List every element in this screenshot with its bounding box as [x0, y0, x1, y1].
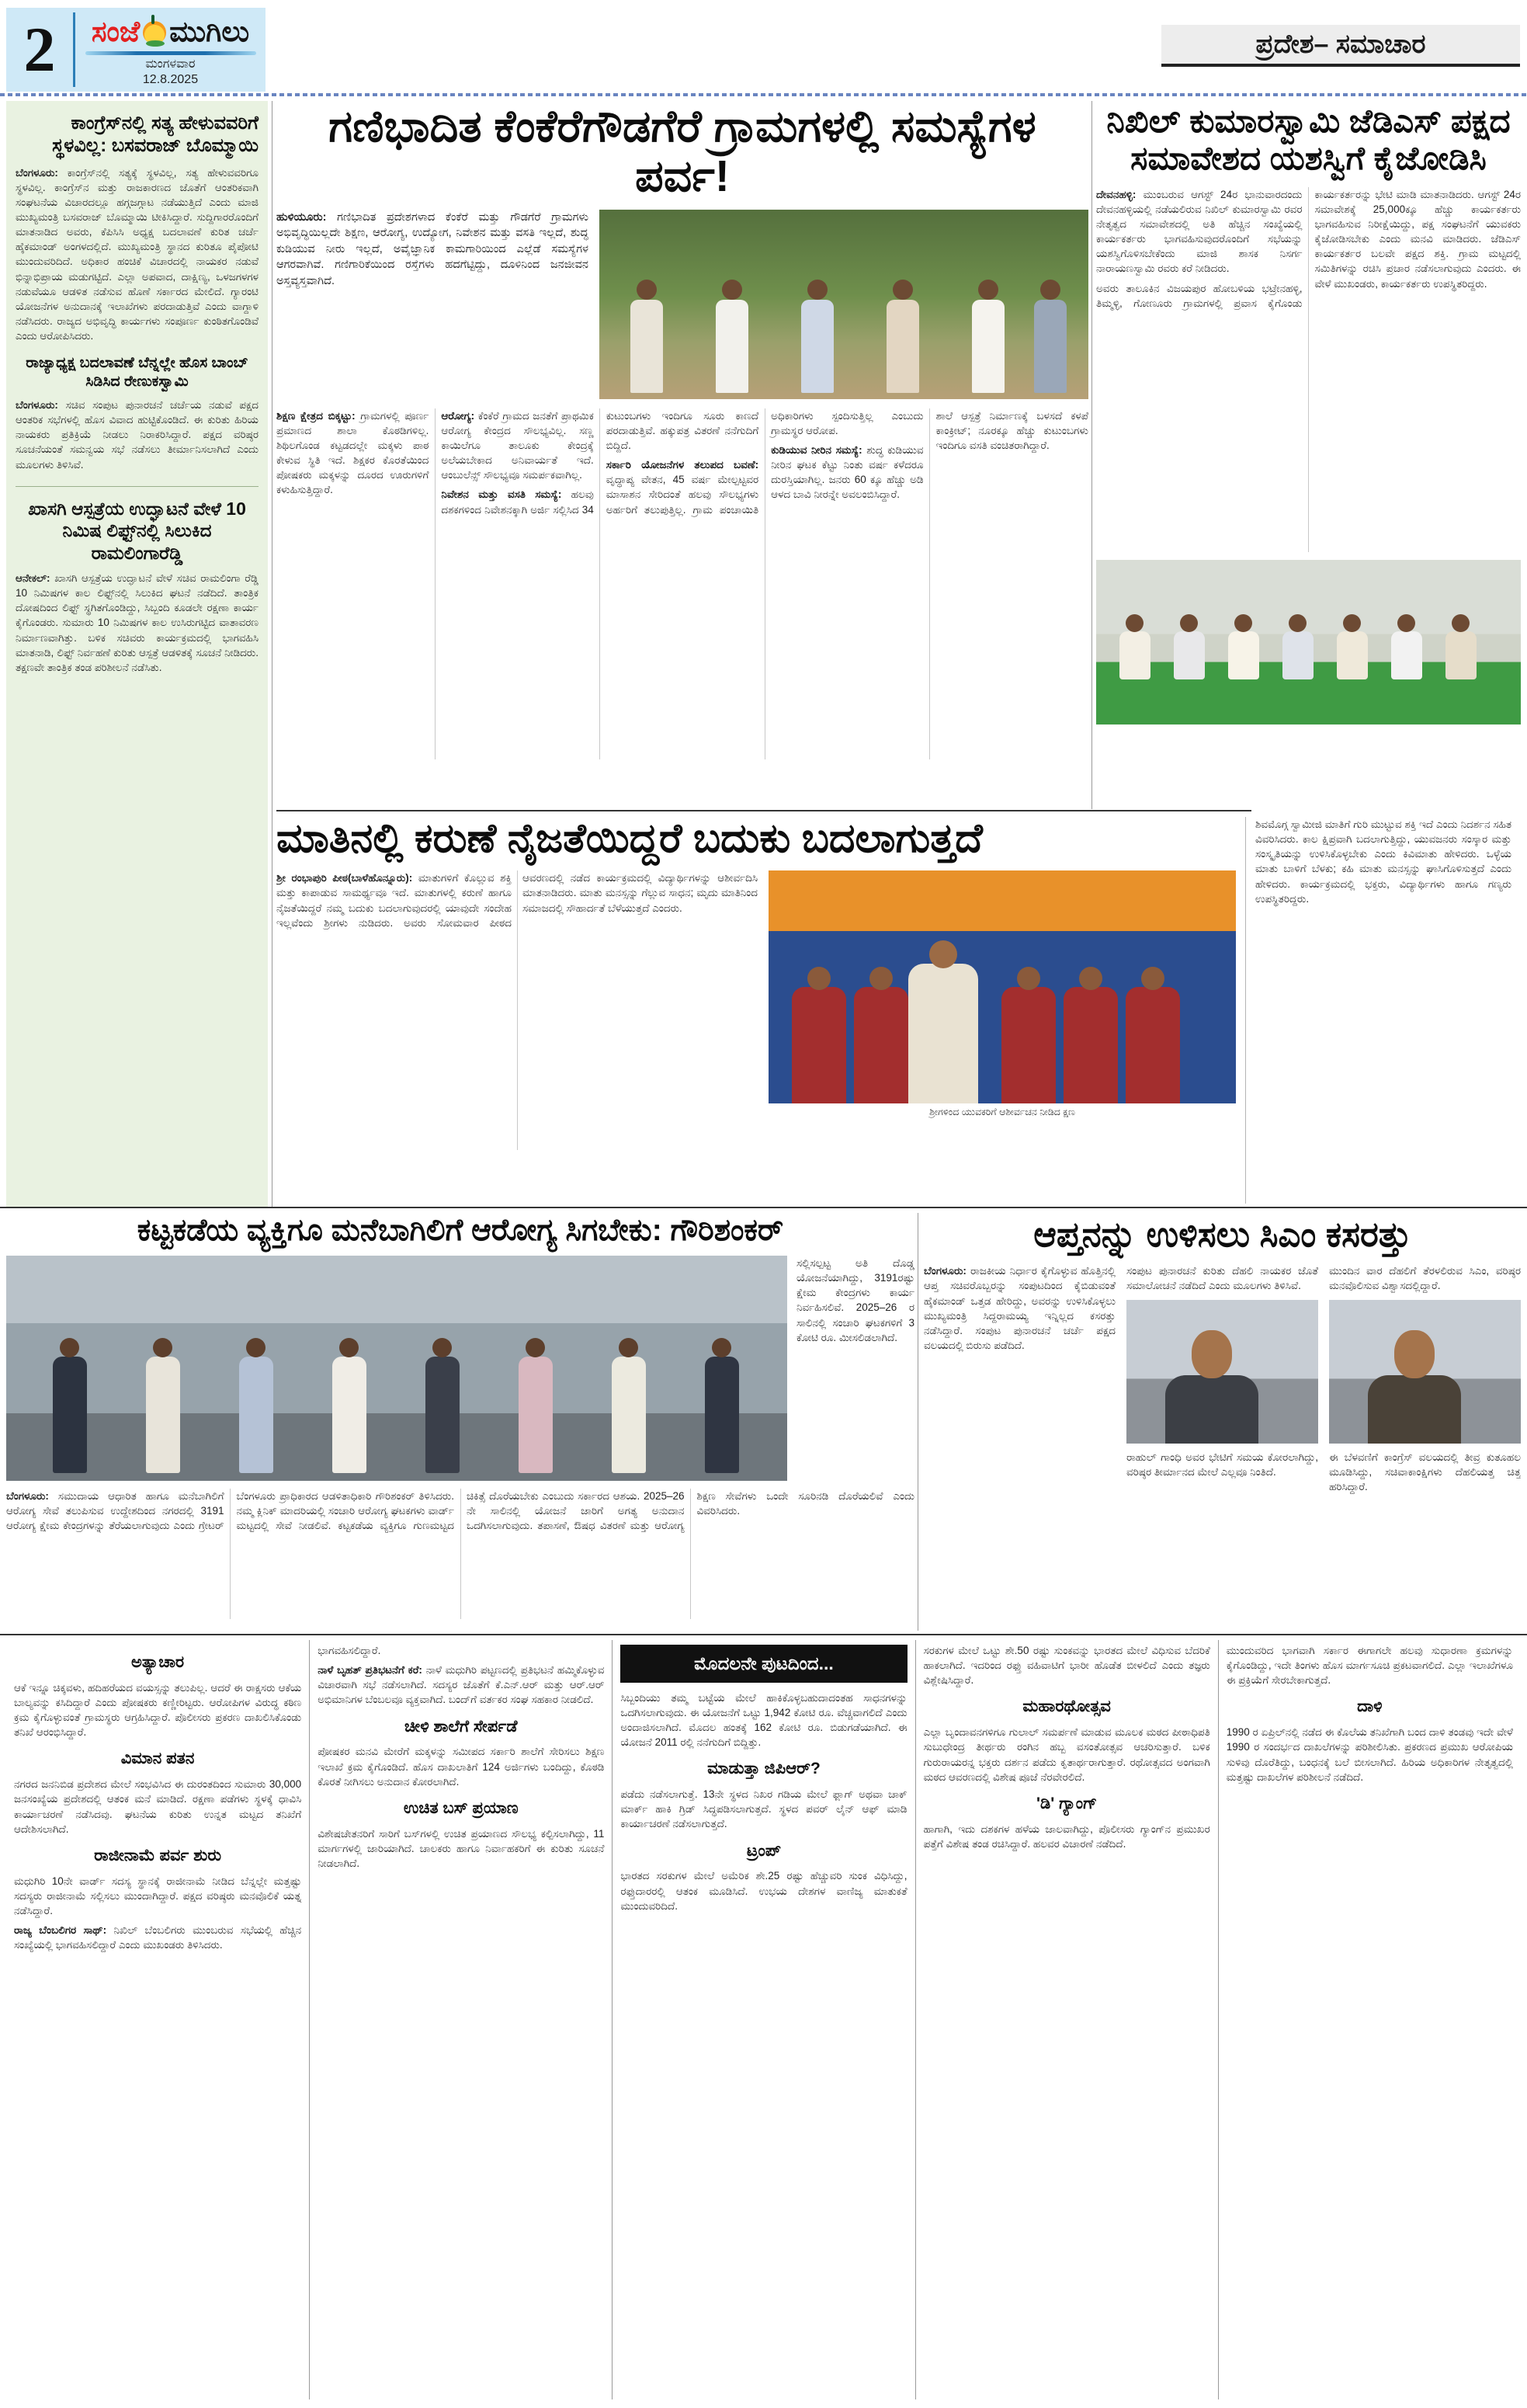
article-body-columns	[6, 1489, 914, 1619]
brief-column-2	[309, 1640, 612, 2399]
person-figure	[239, 1357, 273, 1473]
person-figure	[612, 1357, 646, 1473]
right-rail-article	[1096, 103, 1521, 808]
middle-article	[276, 817, 1521, 1204]
body-text: ಪಡೆದು ನಡೆಸಲಾಗುತ್ತೆ. 13ನೇ ಸ್ಥಳದ ನಿಖರ ಗಡಿಯ ಮೇಲೆ ಫ್ಲಾಗ್ ಅಥವಾ ಚಾಕ್ ಮಾರ್ಕ್ ಹಾಕಿ ಗ್ರಿಡ್ ಸಿದ್ಧಪಡಿಸಲಾಗುತ್ತದೆ. ಸ್ಥಳದ ಪವರ್ ಲೈನ್ ಆಫ್ ಮಾಡಿ ಕಾರ್ಯಾಚರಣೆ ನಡೆಸಲಾಗುತ್ತದೆ.	[620, 1788, 908, 1830]
body-text: ಹಲವು ದಶಕಗಳಿಂದ ನಿವೇಶನಕ್ಕಾಗಿ ಅರ್ಜಿ ಸಲ್ಲಿಸಿದ 34 ಕುಟುಂಬಗಳು ಇಂದಿಗೂ ಸೂರು ಕಾಣದೆ ಪರದಾಡುತ್ತಿವೆ. ಹಕ್ಕುಪತ್ರ ವಿತರಣೆ ನನೆಗುದಿಗೆ ಬಿದ್ದಿದೆ.	[441, 409, 759, 516]
logo-text-black: ಮುಗಿಲು	[169, 16, 250, 48]
body-text: ಮಾತುಗಳಿಗೆ ಕೊಲ್ಲುವ ಶಕ್ತಿ ಮತ್ತು ಕಾಪಾಡುವ ಸಾಮರ್ಥ್ಯವೂ ಇದೆ. ಮಾತುಗಳಲ್ಲಿ ಕರುಣೆ ಹಾಗೂ ನೈಜತೆಯಿದ್ದರೆ ನಮ್ಮ ಬದುಕು ಬದಲಾಗುವುದರಲ್ಲಿ ಯಾವುದೇ ಸಂದೇಹ ಇಲ್ಲವೆಂದು ಶ್ರೀಗಳು ನುಡಿದರು. ಅವರು ಸೋಮವಾರ ಪೀಠದ ಆವರಣದಲ್ಲಿ ನಡೆದ ಕಾರ್ಯಕ್ರಮದಲ್ಲಿ ವಿದ್ಯಾರ್ಥಿಗಳನ್ನು ಆಶೀರ್ವದಿಸಿ ಮಾತನಾಡಿದರು. ಮಾತು ಮನಸ್ಸನ್ನು ಗೆಲ್ಲುವ ಸಾಧನ; ಮೃದು ಮಾತಿನಿಂದ ಸಮಾಜದಲ್ಲಿ ಸೌಹಾರ್ದತೆ ಬೆಳೆಯುತ್ತದೆ ಎಂದರು.	[276, 872, 758, 929]
body-text: ರಾಜಕೀಯ ನಿರ್ಧಾರ ಕೈಗೊಳ್ಳುವ ಹೊತ್ತಿನಲ್ಲಿ ಆಪ್ತ ಸಚಿವರೊಬ್ಬರನ್ನು ಸಂಪುಟದಿಂದ ಕೈಬಿಡುವಂತೆ ಹೈಕಮಾಂಡ್ ಒತ್ತಡ ಹೇರಿದ್ದು, ಅವರನ್ನು ಉಳಿಸಿಕೊಳ್ಳಲು ಮುಖ್ಯಮಂತ್ರಿ ಸಿದ್ದರಾಮಯ್ಯ ಇನ್ನಿಲ್ಲದ ಕಸರತ್ತು ನಡೆಸಿದ್ದಾರೆ. ಸಂಪುಟ ಪುನಾರಚನೆ ಚರ್ಚೆ ಪಕ್ಷದ ವಲಯದಲ್ಲಿ ಬಿರುಸು ಪಡೆದಿದೆ.	[924, 1265, 1116, 1352]
body-text: ಮಧುಗಿರಿ 10ನೇ ವಾರ್ಡ್ ಸದಸ್ಯ ಸ್ಥಾನಕ್ಕೆ ರಾಜೀನಾಮೆ ನೀಡಿದ ಬೆನ್ನಲ್ಲೇ ಮತ್ತಷ್ಟು ಸದಸ್ಯರು ರಾಜೀನಾಮೆ ಸಲ್ಲಿಸಲು ಮುಂದಾಗಿದ್ದಾರೆ. ಪಕ್ಷದ ವರಿಷ್ಠರು ಮನವೊಲಿಕೆ ಯತ್ನ ನಡೆಸಿದ್ದಾರೆ.	[14, 1875, 302, 1916]
blessing-ceremony-photo	[769, 870, 1236, 1103]
issue-date: 12.8.2025	[142, 72, 199, 86]
body-text: ಹಾಗಾಗಿ, ಇದು ದಶಕಗಳ ಹಳೆಯ ಜಾಲವಾಗಿದ್ದು, ಪೊಲೀಸರು ಗ್ಯಾಂಗ್‌ನ ಪ್ರಮುಖರ ಪತ್ತೆಗೆ ವಿಶೇಷ ತಂಡ ರಚಿಸಿದ್ದಾರೆ. ಹಲವರ ವಿಚಾರಣೆ ನಡೆದಿದೆ.	[923, 1823, 1210, 1850]
body-text: ಗಣಿಭಾದಿತ ಪ್ರದೇಶಗಳಾದ ಕೆಂಕೆರೆ ಮತ್ತು ಗೌಡಗೆರೆ ಗ್ರಾಮಗಳು ಅಭಿವೃದ್ಧಿಯಿಲ್ಲದೇ ಶಿಕ್ಷಣ, ಆರೋಗ್ಯ, ಉದ್ಯೋಗ, ನಿವೇಶನ ಮತ್ತು ವಸತಿ ಇಲ್ಲದೆ, ಶುದ್ಧ ಕುಡಿಯುವ ನೀರು ಇಲ್ಲದೆ, ಅವೈಜ್ಞಾನಿಕ ಕಾಮಗಾರಿಯಿಂದ ಎಲ್ಲೆಡೆ ಸಮಸ್ಯೆಗಳ ಆಗರವಾಗಿವೆ. ಗಣಿಗಾರಿಕೆಯಿಂದ ರಸ್ತೆಗಳು ಹದಗೆಟ್ಟಿದ್ದು, ದೂಳಿನಿಂದ ಜನಜೀವನ ಅಸ್ತವ್ಯಸ್ತವಾಗಿದೆ.	[276, 210, 588, 287]
body-text: ಕೆಂಕೆರೆ ಗ್ರಾಮದ ಜನತೆಗೆ ಪ್ರಾಥಮಿಕ ಆರೋಗ್ಯ ಕೇಂದ್ರದ ಸೌಲಭ್ಯವಿಲ್ಲ. ಸಣ್ಣ ಕಾಯಿಲೆಗೂ ತಾಲೂಕು ಕೇಂದ್ರಕ್ಕೆ ಅಲೆಯಬೇಕಾದ ಅನಿವಾರ್ಯತೆ ಇದೆ. ಆಂಬುಲೆನ್ಸ್ ಸೌಲಭ್ಯವೂ ಸಮರ್ಪಕವಾಗಿಲ್ಲ.	[441, 409, 594, 481]
brief-subhead: 'ಡಿ' ಗ್ಯಾಂಗ್	[1036, 1794, 1098, 1812]
dateline: ಆನೇಕಲ್:	[16, 572, 50, 584]
person-figure	[1282, 631, 1314, 679]
body-text: ಭಾರತದ ಸರಕುಗಳ ಮೇಲೆ ಅಮೆರಿಕ ಶೇ.25 ರಷ್ಟು ಹೆಚ್ಚುವರಿ ಸುಂಕ ವಿಧಿಸಿದ್ದು, ರಫ್ತುದಾರರಲ್ಲಿ ಆತಂಕ ಮೂಡಿಸಿದೆ. ಉಭಯ ದೇಶಗಳ ವಾಣಿಜ್ಯ ಮಾತುಕತೆ ಮುಂದುವರಿದಿದೆ.	[620, 1870, 908, 1912]
body-text: ಸಲ್ಲಿಸಲ್ಪಟ್ಟ ಅತಿ ದೊಡ್ಡ ಯೋಜನೆಯಾಗಿದ್ದು, 3191ರಷ್ಟು ಕ್ಷೇಮ ಕೇಂದ್ರಗಳು ಕಾರ್ಯ ನಿರ್ವಹಿಸಲಿವೆ. 2025–26 ರ ಸಾಲಿನಲ್ಲಿ ಸಂಚಾರಿ ಘಟಕಗಳಿಗೆ 3 ಕೋಟಿ ರೂ. ಮೀಸಲಿಡಲಾಗಿದೆ.	[796, 1256, 914, 1343]
person-figure	[792, 987, 846, 1103]
body-text: ಖಾಸಗಿ ಆಸ್ಪತ್ರೆಯ ಉದ್ಘಾಟನೆ ವೇಳೆ ಸಚಿವ ರಾಮಲಿಂಗಾ ರೆಡ್ಡಿ 10 ನಿಮಿಷಗಳ ಕಾಲ ಲಿಫ್ಟ್‌ನಲ್ಲಿ ಸಿಲುಕಿದ ಘಟನೆ ನಡೆದಿದೆ. ತಾಂತ್ರಿಕ ದೋಷದಿಂದ ಲಿಫ್ಟ್ ಸ್ಥಗಿತಗೊಂಡಿದ್ದು, ಸಿಬ್ಬಂದಿ ಕೂಡಲೇ ರಕ್ಷಣಾ ಕಾರ್ಯ ಕೈಗೊಂಡರು. ಸುಮಾರು 10 ನಿಮಿಷಗಳ ಕಾಲ ಉಸಿರುಗಟ್ಟಿದ ವಾತಾವರಣ ನಿರ್ಮಾಣವಾಗಿತ್ತು. ಬಳಿಕ ಸಚಿವರು ಕಾರ್ಯಕ್ರಮದಲ್ಲಿ ಭಾಗವಹಿಸಿ ಮಾತನಾಡಿ, ಲಿಫ್ಟ್ ನಿರ್ವಹಣೆ ಕುರಿತು ಆಸ್ಪತ್ರೆ ಆಡಳಿತಕ್ಕೆ ಸೂಚನೆ ನೀಡಿದರು. ತಕ್ಷಣವೇ ತಾಂತ್ರಿಕ ತಂಡ ಪರಿಶೀಲನೆ ನಡೆಸಿತು.	[16, 572, 259, 673]
body-text: ಶಿವಮೊಗ್ಗ ಸ್ವಾಮೀಜಿ ಮಾತಿಗೆ ಗುರಿ ಮುಟ್ಟುವ ಶಕ್ತಿ ಇದೆ ಎಂದು ನಿದರ್ಶನ ಸಹಿತ ವಿವರಿಸಿದರು. ಕಾಲ ಕ್ಷಿಪ್ರವಾಗಿ ಬದಲಾಗುತ್ತಿದ್ದು, ಯುವಜನರು ಸಂಸ್ಕಾರ ಮತ್ತು ಸಂಸ್ಕೃತಿಯನ್ನು ಉಳಿಸಿಕೊಳ್ಳಬೇಕು ಎಂದು ಕಿವಿಮಾತು ಹೇಳಿದರು. ಒಳ್ಳೆಯ ಮಾತು ಬಾಳಿಗೆ ಬೆಳಕು; ಕಹಿ ಮಾತು ಮನಸ್ಸನ್ನು ಘಾಸಿಗೊಳಿಸುತ್ತದೆ ಎಂದು ಹೇಳಿದರು. ಕಾರ್ಯಕ್ರಮದಲ್ಲಿ ಭಕ್ತರು, ವಿದ್ಯಾರ್ಥಿಗಳು ಹಾಗೂ ಗಣ್ಯರು ಉಪಸ್ಥಿತರಿದ್ದರು.	[1255, 818, 1511, 905]
brief-subhead: ರಾಜೀನಾಮೆ ಪರ್ವ ಶುರು	[94, 1846, 222, 1864]
body-text: ಕಾಂಗ್ರೆಸ್‌ನಲ್ಲಿ ಸತ್ಯಕ್ಕೆ ಸ್ಥಳವಿಲ್ಲ, ಸತ್ಯ ಹೇಳುವವರಿಗೂ ಸ್ಥಳವಿಲ್ಲ. ಕಾಂಗ್ರೆಸ್‌ನ ಮತ್ತು ರಾಜಕಾರಣದ ಜೊತೆಗೆ ಆಂತರಿಕವಾಗಿ ಸಂಘಟನೆಯ ವಿಚಾರದಲ್ಲೂ ಹಗ್ಗಜಗ್ಗಾಟ ನಡೆಯುತ್ತಿದೆ ಎಂದು ಮಾಜಿ ಮುಖ್ಯಮಂತ್ರಿ ಬಸವರಾಜ್ ಬೊಮ್ಮಾಯಿ ಟೀಕಿಸಿದ್ದಾರೆ. ಸುದ್ದಿಗಾರರೊಂದಿಗೆ ಮಾತನಾಡಿದ ಅವರು, ಕೆಪಿಸಿಸಿ ಅಧ್ಯಕ್ಷ ಬದಲಾವಣೆ ಕುರಿತ ಚರ್ಚೆ ಹೈಕಮಾಂಡ್ ಅಂಗಳದಲ್ಲಿದೆ. ಮುಖ್ಯಮಂತ್ರಿ ಸ್ಥಾನದ ಕುರಿತೂ ಪೈಪೋಟಿ ಮುಂದುವರಿದಿದೆ. ಅಧಿಕಾರ ಹಂಚಿಕೆ ವಿಚಾರದಲ್ಲಿ ನಾಯಕರ ನಡುವೆ ಭಿನ್ನಾಭಿಪ್ರಾಯ ಮಡುಗಟ್ಟಿದೆ. ಎಲ್ಲಾ ಅಪವಾದ, ದಾಕ್ಷಿಣ್ಯ, ಒಳಜಗಳಗಳ ನಡುವೆಯೂ ಆಡಳಿತ ನಡೆಸುವ ಹೊಣೆ ಸರ್ಕಾರದ ಮೇಲಿದೆ. ಗ್ಯಾರಂಟಿ ಯೋಜನೆಗಳ ಅನುದಾನಕ್ಕೆ ಇಲಾಖೆಗಳು ಪರದಾಡುತ್ತಿವೆ ಎಂದು ವಾಗ್ದಾಳಿ ನಡೆಸಿದರು. ರಾಜ್ಯದ ಅಭಿವೃದ್ಧಿ ಕಾರ್ಯಗಳು ಸಂಪೂರ್ಣ ಕುಂಠಿತಗೊಂಡಿವೆ ಎಂದು ಆರೋಪಿಸಿದರು.	[16, 166, 259, 342]
body-text: ಆಕೆ ಇನ್ನೂ ಚಿಕ್ಕವಳು, ಹದಿಹರೆಯದ ವಯಸ್ಸನ್ನು ತಲುಪಿಲ್ಲ. ಆದರೆ ಈ ರಾಕ್ಷಸರು ಆಕೆಯ ಬಾಲ್ಯವನ್ನು ಕಸಿದಿದ್ದಾರೆ ಎಂದು ಪೋಷಕರು ಕಣ್ಣೀರಿಟ್ಟರು. ಆರೋಪಿಗಳ ವಿರುದ್ಧ ಕಠಿಣ ಕ್ರಮ ಕೈಗೊಳ್ಳುವಂತೆ ಗ್ರಾಮಸ್ಥರು ಆಗ್ರಹಿಸಿದ್ದಾರೆ. ಪೊಲೀಸರು ಪ್ರಕರಣ ದಾಖಲಿಸಿಕೊಂಡು ತನಿಖೆ ಆರಂಭಿಸಿದ್ದಾರೆ.	[14, 1681, 302, 1739]
sun-palm-icon	[143, 21, 166, 44]
brief-subhead: ಚೀಳಿ ಶಾಲೆಗೆ ಸೇರ್ಪಡೆ	[404, 1717, 518, 1736]
article-body	[16, 398, 259, 472]
dateline: ಬೆಂಗಳೂರು:	[6, 1489, 49, 1502]
brief-subhead: ವಿಮಾನ ಪತನ	[120, 1750, 195, 1768]
dateline: ಶ್ರೀ ರಂಭಾಪುರಿ ಪೀಠ(ಬಾಳೆಹೊನ್ನೂರು):	[276, 872, 413, 884]
paragraph-lead: ನಾಳೆ ಬೃಹತ್ ಪ್ರತಿಭಟನೆಗೆ ಕರೆ:	[318, 1664, 422, 1677]
person-figure	[1126, 987, 1180, 1103]
body-text: ಪೋಷಕರ ಮನವಿ ಮೇರೆಗೆ ಮಕ್ಕಳನ್ನು ಸಮೀಪದ ಸರ್ಕಾರಿ ಶಾಲೆಗೆ ಸೇರಿಸಲು ಶಿಕ್ಷಣ ಇಲಾಖೆ ಕ್ರಮ ಕೈಗೊಂಡಿದೆ. ಹೊಸ ದಾಖಲಾತಿಗೆ 124 ಅರ್ಜಿಗಳು ಬಂದಿದ್ದು, ಕೊಠಡಿ ಕೊರತೆ ನೀಗಿಸಲು ಅನುದಾನ ಕೋರಲಾಗಿದೆ.	[318, 1746, 605, 1788]
person-figure	[1445, 631, 1477, 679]
brief-column-3	[612, 1640, 914, 2399]
person-figure	[53, 1357, 87, 1473]
group-photo	[6, 1256, 787, 1481]
main-article	[276, 103, 1088, 808]
body-text: ಈ ಬೆಳವಣಿಗೆ ಕಾಂಗ್ರೆಸ್ ವಲಯದಲ್ಲಿ ತೀವ್ರ ಕುತೂಹಲ ಮೂಡಿಸಿದ್ದು, ಸಚಿವಾಕಾಂಕ್ಷಿಗಳು ದೆಹಲಿಯತ್ತ ಚಿತ್ತ ಹರಿಸಿದ್ದಾರೆ.	[1329, 1451, 1521, 1492]
horizontal-rule	[0, 1207, 1527, 1208]
body-text: ನಿಖಿಲ್ ಬೆಂಬಲಿಗರು ಮುಂಬರುವ ಸಭೆಯಲ್ಲಿ ಹೆಚ್ಚಿನ ಸಂಖ್ಯೆಯಲ್ಲಿ ಭಾಗವಹಿಸಲಿದ್ದಾರೆ ಎಂದು ಮುಖಂಡರು ತಿಳಿಸಿದರು.	[14, 1924, 302, 1951]
person-figure	[1228, 631, 1259, 679]
article-body	[16, 165, 259, 344]
person-figure	[519, 1357, 553, 1473]
meeting-photo	[1096, 560, 1521, 724]
body-text: ಗ್ರಾಮಗಳಲ್ಲಿ ಪೂರ್ಣ ಪ್ರಮಾಣದ ಶಾಲಾ ಕೊಠಡಿಗಳಿಲ್ಲ. ಶಿಥಿಲಗೊಂಡ ಕಟ್ಟಡದಲ್ಲೇ ಮಕ್ಕಳು ಪಾಠ ಕೇಳುವ ಸ್ಥಿತಿ ಇದೆ. ಶಿಕ್ಷಕರ ಕೊರತೆಯಿಂದ ಪೋಷಕರು ಮಕ್ಕಳನ್ನು ದೂರದ ಊರುಗಳಿಗೆ ಕಳುಹಿಸುತ್ತಿದ್ದಾರೆ.	[276, 409, 429, 496]
paragraph-lead: ಸರ್ಕಾರಿ ಯೋಜನೆಗಳ ತಲುಪದ ಬವಣೆ:	[606, 459, 759, 471]
article-headline: ಕಟ್ಟಕಡೆಯ ವ್ಯಕ್ತಿಗೂ ಮನೆಬಾಗಿಲಿಗೆ ಆರೋಗ್ಯ ಸಿಗಬೇಕು: ಗೌರಿಶಂಕರ್	[137, 1214, 784, 1247]
person-figure	[887, 300, 919, 393]
horizontal-rule	[276, 810, 1251, 811]
article-column	[1126, 1263, 1318, 1590]
person-figure	[1337, 631, 1368, 679]
portrait-figure	[1165, 1375, 1258, 1444]
person-figure	[1064, 987, 1118, 1103]
person-figure	[801, 300, 834, 393]
article-body-columns	[1096, 187, 1521, 552]
body-text: ಮುಂದಿನ ವಾರ ದೆಹಲಿಗೆ ತೆರಳಲಿರುವ ಸಿಎಂ, ವರಿಷ್ಠರ ಮನವೊಲಿಸುವ ವಿಶ್ವಾಸದಲ್ಲಿದ್ದಾರೆ.	[1329, 1265, 1521, 1292]
body-text: ನಾಳೆ ಮಧುಗಿರಿ ಪಟ್ಟಣದಲ್ಲಿ ಪ್ರತಿಭಟನೆ ಹಮ್ಮಿಕೊಳ್ಳುವ ವಿಚಾರವಾಗಿ ಸಭೆ ನಡೆಸಲಾಗಿದೆ. ಸದಸ್ಯರ ಜೊತೆಗೆ ಕೆ.ಎನ್.ಆರ್ ಮತ್ತು ಆರ್.ಆರ್ ಅಭಿಮಾನಿಗಳ ಬೆಂಬಲವೂ ವ್ಯಕ್ತವಾಗಿದೆ. ಬಂದ್‌ಗೆ ವರ್ತಕರ ಸಂಘ ಸಹಕಾರ ನೀಡಲಿದೆ.	[318, 1664, 605, 1706]
person-figure	[1391, 631, 1422, 679]
horizontal-rule	[0, 1634, 1527, 1635]
continued-from-page-one-box: ಮೊದಲನೇ ಪುಟದಿಂದ...	[620, 1645, 907, 1683]
politician-portrait-photo	[1126, 1300, 1318, 1444]
body-text: ಸಿಬ್ಬಂದಿಯು ತಮ್ಮ ಬಟ್ಟೆಯ ಮೇಲೆ ಹಾಕಿಕೊಳ್ಳಬಹುದಾದಂತಹ ಸಾಧನಗಳನ್ನು ಒದಗಿಸಲಾಗುವುದು. ಈ ಯೋಜನೆಗೆ ಒಟ್ಟು 1,942 ಕೋಟಿ ರೂ. ವೆಚ್ಚವಾಗಲಿದೆ ಎಂದು ಅಂದಾಜಿಸಲಾಗಿದೆ. ಮೊದಲ ಹಂತಕ್ಕೆ 162 ಕೋಟಿ ರೂ. ಬಿಡುಗಡೆಯಾಗಿದೆ. ಈ ಯೋಜನೆ 2011 ರಲ್ಲಿ ನನೆಗುದಿಗೆ ಬಿದ್ದಿತ್ತು.	[620, 1691, 908, 1749]
article-subhead: ರಾಜ್ಯಾಧ್ಯಕ್ಷ ಬದಲಾವಣೆ ಬೆನ್ನಲ್ಲೇ ಹೊಸ ಬಾಂಬ್ ಸಿಡಿಸಿದ ರೇಣುಕಸ್ವಾಮಿ	[26, 355, 248, 391]
bottom-briefs	[6, 1640, 1521, 2399]
brief-column-1	[6, 1640, 309, 2399]
article-headline: ಮಾತಿನಲ್ಲಿ ಕರುಣೆ ನೈಜತೆಯಿದ್ದರೆ ಬದುಕು ಬದಲಾಗುತ್ತದೆ	[276, 817, 983, 861]
body-text: ಸಚಿವ ಸಂಪುಟ ಪುನಾರಚನೆ ಚರ್ಚೆಯ ನಡುವೆ ಪಕ್ಷದ ಆಂತರಿಕ ಸಭೆಗಳಲ್ಲಿ ಹೊಸ ವಿವಾದ ಹುಟ್ಟಿಕೊಂಡಿದೆ. ಈ ಕುರಿತು ಹಿರಿಯ ನಾಯಕರು ಪ್ರತಿಕ್ರಿಯೆ ನೀಡಲು ನಿರಾಕರಿಸಿದ್ದಾರೆ. ಪಕ್ಷದ ವರಿಷ್ಠರ ಸೂಚನೆಯಂತೆ ಸಮನ್ವಯ ಸಭೆ ನಡೆಸಲು ತೀರ್ಮಾನಿಸಲಾಗಿದೆ ಎಂದು ಮೂಲಗಳು ತಿಳಿಸಿವೆ.	[16, 398, 259, 471]
body-text: ನಗರದ ಜನನಿಬಿಡ ಪ್ರದೇಶದ ಮೇಲೆ ಸಂಭವಿಸಿದ ಈ ದುರಂತದಿಂದ ಸುಮಾರು 30,000 ಜನಸಂಖ್ಯೆಯ ಪ್ರದೇಶದಲ್ಲಿ ಆತಂಕ ಮನೆ ಮಾಡಿದೆ. ರಕ್ಷಣಾ ಪಡೆಗಳು ಸ್ಥಳಕ್ಕೆ ಧಾವಿಸಿ ಕಾರ್ಯಾಚರಣೆ ನಡೆಸಿದವು. ಘಟನೆಯ ಕುರಿತು ಉನ್ನತ ಮಟ್ಟದ ತನಿಖೆಗೆ ಆದೇಶಿಸಲಾಗಿದೆ.	[14, 1778, 302, 1835]
body-text: 1990 ರ ಏಪ್ರಿಲ್‌ನಲ್ಲಿ ನಡೆದ ಈ ಕೊಲೆಯ ತನಿಖೆಗಾಗಿ ಬಂದ ದಾಳಿ ತಂಡವು ಇದೇ ವೇಳೆ 1990 ರ ಸಂದರ್ಭದ ದಾಖಲೆಗಳನ್ನು ಪರಿಶೀಲಿಸಿತು. ಪ್ರಕರಣದ ಪ್ರಮುಖ ಆರೋಪಿಯ ಸುಳಿವು ದೊರೆತಿದ್ದು, ಬಂಧನಕ್ಕೆ ಬಲೆ ಬೀಸಲಾಗಿದೆ. ಹಿರಿಯ ಅಧಿಕಾರಿಗಳ ನೇತೃತ್ವದಲ್ಲಿ ಮತ್ತಷ್ಟು ದಾಖಲೆಗಳ ಪರಿಶೀಲನೆ ನಡೆದಿದೆ.	[1226, 1726, 1513, 1783]
body-text: ವೃದ್ಧಾಪ್ಯ ವೇತನ, 45 ವರ್ಷ ಮೇಲ್ಪಟ್ಟವರ ಮಾಸಾಶನ ಸೇರಿದಂತೆ ಹಲವು ಸೌಲಭ್ಯಗಳು ಅರ್ಹರಿಗೆ ತಲುಪುತ್ತಿಲ್ಲ. ಗ್ರಾಮ ಪಂಚಾಯಿತಿ ಅಧಿಕಾರಿಗಳು ಸ್ಪಂದಿಸುತ್ತಿಲ್ಲ ಎಂಬುದು ಗ್ರಾಮಸ್ಥರ ಆರೋಪ.	[606, 409, 924, 516]
person-figure	[705, 1357, 739, 1473]
brief-subhead: ಅತ್ಯಾಚಾರ	[131, 1653, 185, 1671]
masthead-rule	[0, 93, 1527, 96]
article-side-column	[1245, 817, 1511, 1204]
article-body-columns	[276, 870, 758, 1150]
body-text: ಶುದ್ಧ ಕುಡಿಯುವ ನೀರಿನ ಘಟಕ ಕೆಟ್ಟು ನಿಂತು ವರ್ಷ ಕಳೆದರೂ ದುರಸ್ತಿಯಾಗಿಲ್ಲ. ಜನರು 60 ಕ್ಕೂ ಹೆಚ್ಚು ಅಡಿ ಆಳದ ಬಾವಿ ನೀರನ್ನೇ ಅವಲಂಬಿಸಿದ್ದಾರೆ.	[771, 443, 924, 501]
page-number: 2	[23, 14, 56, 85]
body-text: ಮುಂಬರುವ ಆಗಸ್ಟ್ 24ರ ಭಾನುವಾರದಂದು ದೇವನಹಳ್ಳಿಯಲ್ಲಿ ನಡೆಯಲಿರುವ ನಿಖಿಲ್ ಕುಮಾರಸ್ವಾಮಿ ರವರ ನೇತೃತ್ವದ ಸಮಾವೇಶದಲ್ಲಿ ಅತಿ ಹೆಚ್ಚಿನ ಸಂಖ್ಯೆಯಲ್ಲಿ ಕಾರ್ಯಕರ್ತರು ಭಾಗವಹಿಸುವುದರೊಂದಿಗೆ ಸಭೆಯನ್ನು ಯಶಸ್ವಿಗೊಳಿಸಬೇಕೆಂದು ಮಾಜಿ ಶಾಸಕ ನಿಸರ್ಗ ನಾರಾಯಣಸ್ವಾಮಿ ರವರು ಕರೆ ನೀಡಿದರು.	[1096, 188, 1303, 275]
paragraph-lead: ಶಿಕ್ಷಣ ಕ್ಷೇತ್ರದ ಬಿಕ್ಕಟ್ಟು:	[276, 409, 356, 422]
article-headline: ಕಾಂಗ್ರೆಸ್‌ನಲ್ಲಿ ಸತ್ಯ ಹೇಳುವವರಿಗೆ ಸ್ಥಳವಿಲ್ಲ: ಬಸವರಾಜ್ ಬೊಮ್ಮಾಯಿ	[52, 113, 259, 157]
body-text: ಶಾಲೆ ಆಸ್ಪತ್ರೆ ನಿರ್ಮಾಣಕ್ಕೆ ಬಳಸದೆ ಕಳಪೆ ಕಾಂಕ್ರೀಟ್; ನೂರಕ್ಕೂ ಹೆಚ್ಚು ಕುಟುಂಬಗಳು ಇಂದಿಗೂ ವಸತಿ ವಂಚಿತರಾಗಿದ್ದಾರೆ.	[935, 409, 1088, 451]
health-article	[6, 1213, 914, 1631]
weekday: ಮಂಗಳವಾರ	[145, 57, 196, 71]
body-text: ವಿಶೇಷಚೇತನರಿಗೆ ಸಾರಿಗೆ ಬಸ್‌ಗಳಲ್ಲಿ ಉಚಿತ ಪ್ರಯಾಣದ ಸೌಲಭ್ಯ ಕಲ್ಪಿಸಲಾಗಿದ್ದು, 11 ಮಾರ್ಗಗಳಲ್ಲಿ ಜಾರಿಯಾಗಿದೆ. ಚಾಲಕರು ಹಾಗೂ ನಿರ್ವಾಹಕರಿಗೆ ಈ ಕುರಿತು ಸೂಚನೆ ನೀಡಲಾಗಿದೆ.	[318, 1827, 605, 1870]
article-body	[16, 571, 259, 675]
body-text: ಸರಕುಗಳ ಮೇಲೆ ಒಟ್ಟು ಶೇ.50 ರಷ್ಟು ಸುಂಕವನ್ನು ಭಾರತದ ಮೇಲೆ ವಿಧಿಸುವ ಬೆದರಿಕೆ ಹಾಕಲಾಗಿದೆ. ಇದರಿಂದ ರಫ್ತು ವಹಿವಾಟಿಗೆ ಭಾರೀ ಹೊಡೆತ ಬೀಳಲಿದೆ ಎಂದು ತಜ್ಞರು ವಿಶ್ಲೇಷಿಸಿದ್ದಾರೆ.	[923, 1645, 1210, 1687]
person-figure	[1001, 987, 1056, 1103]
article-body-columns	[276, 408, 1088, 759]
logo-underline	[85, 51, 256, 55]
cm-article	[924, 1213, 1521, 1631]
person-figure	[1119, 631, 1150, 679]
article-headline: ನಿಖಿಲ್ ಕುಮಾರಸ್ವಾಮಿ ಜೆಡಿಎಸ್ ಪಕ್ಷದ ಸಮಾವೇಶದ ಯಶಸ್ವಿಗೆ ಕೈಜೋಡಿಸಿ	[1106, 103, 1511, 177]
dateline: ಬೆಂಗಳೂರು:	[16, 398, 58, 411]
paragraph-lead: ರಾಜ್ಯ ಬೆಂಬಲಿಗರ ಸಾಥ್:	[14, 1924, 107, 1937]
portrait-figure	[1368, 1375, 1461, 1444]
person-figure	[1034, 300, 1067, 393]
body-text: ಮುಂದುವರಿದ ಭಾಗವಾಗಿ ಸರ್ಕಾರ ಈಗಾಗಲೇ ಹಲವು ಸುಧಾರಣಾ ಕ್ರಮಗಳನ್ನು ಕೈಗೊಂಡಿದ್ದು, ಇದೇ ತಿಂಗಳು ಹೊಸ ಮಾರ್ಗಸೂಚಿ ಪ್ರಕಟವಾಗಲಿದೆ. ಎಲ್ಲಾ ಇಲಾಖೆಗಳೂ ಈ ಪ್ರಕ್ರಿಯೆಗೆ ಸೇರಬೇಕಾಗುತ್ತದೆ.	[1226, 1645, 1513, 1687]
article-column	[924, 1263, 1116, 1590]
dateline: ಹುಳಿಯೂರು:	[276, 210, 327, 224]
person-figure	[854, 987, 908, 1103]
brief-subhead: ಮಾಡುತ್ತಾ ಜಿಪಿಆರ್?	[707, 1760, 821, 1778]
left-rail-articles	[6, 101, 268, 1207]
article-column	[1329, 1263, 1521, 1590]
main-headline: ಗಣಿಭಾದಿತ ಕೆಂಕೆರೆಗೌಡಗೆರೆ ಗ್ರಾಮಗಳಲ್ಲಿ ಸಮಸ್ಯೆಗಳ ಪರ್ವ!	[328, 103, 1036, 201]
column-rule	[1091, 101, 1092, 809]
brief-subhead: ಮಹಾರಥೋತ್ಸವ	[1022, 1697, 1111, 1716]
person-figure	[716, 300, 748, 393]
brief-subhead: ಉಚಿತ ಬಸ್ ಪ್ರಯಾಣ	[403, 1798, 519, 1817]
body-text: ಭಾಗವಹಿಸಲಿದ್ದಾರೆ.	[318, 1645, 381, 1656]
article-lead	[276, 210, 588, 290]
section-header: ಪ್ರದೇಶ– ಸಮಾಚಾರ	[1161, 25, 1520, 67]
article-side-column	[796, 1256, 914, 1481]
dateline: ದೇವನಹಳ್ಳಿ:	[1096, 188, 1137, 200]
brief-column-4	[915, 1640, 1218, 2399]
person-figure	[146, 1357, 180, 1473]
brief-column-5	[1218, 1640, 1521, 2399]
photo-caption: ಶ್ರೀಗಳಿಂದ ಯುವಕರಿಗೆ ಆಶೀರ್ವಚನ ನೀಡಿದ ಕ್ಷಣ	[929, 1107, 1075, 1118]
article-headline: ಆಪ್ತನನ್ನು ಉಳಿಸಲು ಸಿಎಂ ಕಸರತ್ತು	[1033, 1214, 1411, 1254]
person-figure	[972, 300, 1005, 393]
body-text: ಸಂಪುಟ ಪುನಾರಚನೆ ಕುರಿತು ದೆಹಲಿ ನಾಯಕರ ಜೊತೆ ಸಮಾಲೋಚನೆ ನಡೆದಿದೆ ಎಂದು ಮೂಲಗಳು ತಿಳಿಸಿವೆ.	[1126, 1265, 1318, 1292]
person-figure	[332, 1357, 366, 1473]
newspaper-logo	[75, 8, 265, 92]
paragraph-lead: ಆರೋಗ್ಯ:	[441, 409, 475, 422]
saint-figure	[908, 964, 978, 1103]
body-text: ಸಮುದಾಯ ಆಧಾರಿತ ಹಾಗೂ ಮನೆಬಾಗಿಲಿಗೆ ಆರೋಗ್ಯ ಸೇವೆ ತಲುಪಿಸುವ ಉದ್ದೇಶದಿಂದ ನಗರದಲ್ಲಿ 3191 ಆರೋಗ್ಯ ಕ್ಷೇಮ ಕೇಂದ್ರಗಳನ್ನು ತೆರೆಯಲಾಗುವುದು ಎಂದು ಗ್ರೇಟರ್ ಬೆಂಗಳೂರು ಪ್ರಾಧಿಕಾರದ ಆಡಳಿತಾಧಿಕಾರಿ ಗೌರಿಶಂಕರ್ ತಿಳಿಸಿದರು. ನಮ್ಮ ಕ್ಲಿನಿಕ್ ಮಾದರಿಯಲ್ಲಿ ಸಂಚಾರಿ ಆರೋಗ್ಯ ಘಟಕಗಳು ವಾರ್ಡ್ ಮಟ್ಟದಲ್ಲಿ ಸೇವೆ ನೀಡಲಿವೆ. ಕಟ್ಟಕಡೆಯ ವ್ಯಕ್ತಿಗೂ ಗುಣಮಟ್ಟದ ಚಿಕಿತ್ಸೆ ದೊರೆಯಬೇಕು ಎಂಬುದು ಸರ್ಕಾರದ ಆಶಯ. 2025–26 ನೇ ಸಾಲಿನಲ್ಲಿ ಯೋಜನೆ ಜಾರಿಗೆ ಅಗತ್ಯ ಅನುದಾನ ಒದಗಿಸಲಾಗುವುದು. ತಪಾಸಣೆ, ಔಷಧ ವಿತರಣೆ ಮತ್ತು ಆರೋಗ್ಯ ಶಿಕ್ಷಣ ಸೇವೆಗಳು ಒಂದೇ ಸೂರಿನಡಿ ದೊರೆಯಲಿವೆ ಎಂದು ವಿವರಿಸಿದರು.	[6, 1489, 914, 1532]
brief-subhead: ದಾಳಿ	[1357, 1697, 1383, 1716]
politician-portrait-photo	[1329, 1300, 1521, 1444]
main-article-photo	[599, 210, 1088, 399]
masthead	[6, 8, 265, 92]
dateline: ಬೆಂಗಳೂರು:	[16, 166, 58, 179]
body-text: ರಾಹುಲ್ ಗಾಂಧಿ ಅವರ ಭೇಟಿಗೆ ಸಮಯ ಕೋರಲಾಗಿದ್ದು, ವರಿಷ್ಠರ ತೀರ್ಮಾನದ ಮೇಲೆ ಎಲ್ಲವೂ ನಿಂತಿದೆ.	[1126, 1451, 1318, 1478]
body-text: ಎಲ್ಲಾ ಬೃಂದಾವನಗಳಿಗೂ ಗುಲಾಲ್ ಸಮರ್ಪಣೆ ಮಾಡುವ ಮೂಲಕ ಮಠದ ಪೀಠಾಧಿಪತಿ ಸುಬುಧೇಂದ್ರ ತೀರ್ಥರು ರಂಗಿನ ಹಬ್ಬ ವಸಂತೋತ್ಸವ ಆಚರಿಸುತ್ತಾರೆ. ಬಳಿಕ ಗುರುರಾಯರನ್ನ ಭಕ್ತರು ದರ್ಶನ ಪಡೆದು ಕೃತಾರ್ಥರಾಗುತ್ತಾರೆ. ರಥೋತ್ಸವದ ಅಂಗವಾಗಿ ಮಠದ ಆವರಣದಲ್ಲಿ ವಿಶೇಷ ಪೂಜೆ ನೆರವೇರಲಿದೆ.	[923, 1726, 1210, 1783]
paragraph-lead: ಕುಡಿಯುವ ನೀರಿನ ಸಮಸ್ಯೆ:	[771, 443, 862, 456]
person-figure	[1174, 631, 1205, 679]
logo-text-red: ಸಂಜೆ	[91, 16, 141, 48]
dateline: ಬೆಂಗಳೂರು:	[924, 1265, 967, 1277]
paragraph-lead: ನಿವೇಶನ ಮತ್ತು ವಸತಿ ಸಮಸ್ಯೆ:	[441, 488, 562, 501]
person-figure	[630, 300, 663, 393]
brief-subhead: ಟ್ರಂಪ್	[746, 1841, 782, 1860]
body-text: ಅವರು ತಾಲೂಕಿನ ವಿಜಯಪುರ ಹೋಬಳಿಯ ಭಟ್ರೇನಹಳ್ಳಿ, ತಿಮ್ಮಳ್ಳಿ, ಗೋಣೂರು ಗ್ರಾಮಗಳಲ್ಲಿ ಪ್ರವಾಸ ಕೈಗೊಂಡು ಕಾರ್ಯಕರ್ತರನ್ನು ಭೇಟಿ ಮಾಡಿ ಮಾತನಾಡಿದರು. ಆಗಸ್ಟ್ 24ರ ಸಮಾವೇಶಕ್ಕೆ 25,000ಕ್ಕೂ ಹೆಚ್ಚು ಕಾರ್ಯಕರ್ತರು ಭಾಗವಹಿಸುವ ನಿರೀಕ್ಷೆಯಿದ್ದು, ಪಕ್ಷ ಸಂಘಟನೆಗೆ ಯುವಕರು ಕೈಜೋಡಿಸಬೇಕು ಎಂದು ಮನವಿ ಮಾಡಿದರು. ಜೆಡಿಎಸ್ ಕಾರ್ಯಕರ್ತರ ಬಲವೇ ಪಕ್ಷದ ಶಕ್ತಿ. ಗ್ರಾಮ ಮಟ್ಟದಲ್ಲಿ ಸಮಿತಿಗಳನ್ನು ರಚಿಸಿ ಪ್ರಚಾರ ನಡೆಸಲಾಗುವುದು ಎಂದರು. ಈ ವೇಳೆ ಮುಖಂಡರು, ಕಾರ್ಯಕರ್ತರು ಉಪಸ್ಥಿತರಿದ್ದರು.	[1096, 188, 1521, 309]
article-headline: ಖಾಸಗಿ ಆಸ್ಪತ್ರೆಯ ಉದ್ಘಾಟನೆ ವೇಳೆ 10 ನಿಮಿಷ ಲಿಫ್ಟ್‌ನಲ್ಲಿ ಸಿಲುಕಿದ ರಾಮಲಿಂಗಾರೆಡ್ಡಿ	[16, 486, 259, 565]
person-figure	[425, 1357, 460, 1473]
